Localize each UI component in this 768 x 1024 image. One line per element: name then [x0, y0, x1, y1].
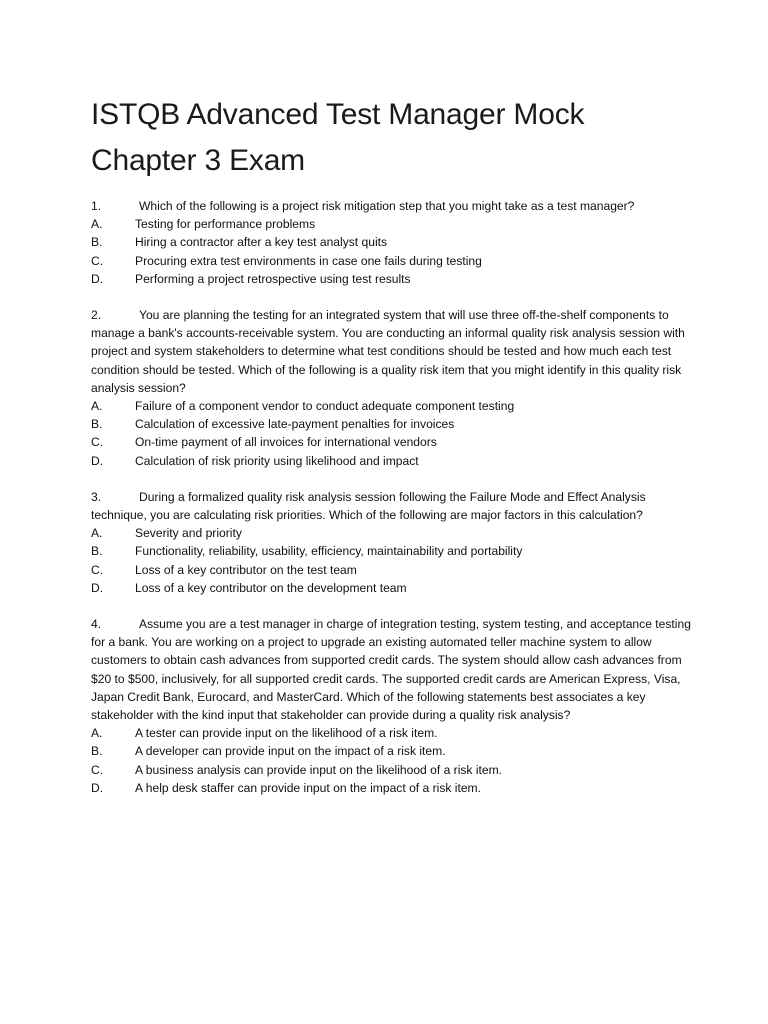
answer-option-d — [91, 452, 691, 470]
answer-option-b — [91, 233, 691, 251]
question-number: 2. — [91, 308, 102, 323]
answer-option-d — [91, 579, 691, 597]
title-line-1: ISTQB Advanced Test Manager Mock — [91, 98, 585, 131]
question-stem — [91, 197, 691, 215]
option-letter: A. — [91, 399, 103, 414]
answer-option-a — [91, 397, 691, 415]
option-letter: C. — [91, 435, 104, 450]
option-letter: B. — [91, 744, 103, 759]
option-text: Procuring extra test environments in case one fails during testing — [135, 253, 482, 268]
option-text: On-time payment of all invoices for international vendors — [135, 435, 437, 450]
answer-option-b — [91, 742, 691, 760]
option-letter: A. — [91, 526, 103, 541]
question-number: 3. — [91, 489, 102, 504]
answer-option-c — [91, 252, 691, 270]
option-text: Hiring a contractor after a key test analyst quits — [135, 235, 388, 250]
question-text: During a formalized quality risk analysis session following the Failure Mode and Effect Analysis technique, you are calculating risk priorities. Which of the following are major factors in this calculation? — [91, 489, 646, 523]
answer-option-a — [91, 215, 691, 233]
option-letter: B. — [91, 235, 103, 250]
question-3 — [91, 488, 691, 597]
question-stem — [91, 488, 691, 524]
option-letter: A. — [91, 217, 103, 232]
question-1 — [91, 197, 691, 288]
option-text: Failure of a component vendor to conduct adequate component testing — [135, 399, 515, 414]
option-text: A developer can provide input on the impact of a risk item. — [135, 744, 446, 759]
answer-option-c — [91, 761, 691, 779]
answer-option-a — [91, 724, 691, 742]
answer-option-c — [91, 561, 691, 579]
option-letter: D. — [91, 580, 104, 595]
answer-option-d — [91, 779, 691, 797]
option-text: Calculation of excessive late-payment penalties for invoices — [135, 417, 455, 432]
option-letter: C. — [91, 562, 104, 577]
question-stem — [91, 615, 691, 724]
question-number: 1. — [91, 199, 102, 213]
option-text: A help desk staffer can provide input on the impact of a risk item. — [135, 780, 481, 795]
option-letter: D. — [91, 271, 104, 286]
answer-option-d — [91, 270, 691, 288]
answer-option-a — [91, 524, 691, 542]
document-page — [91, 92, 691, 815]
page-title — [91, 92, 691, 184]
option-text: A business analysis can provide input on the likelihood of a risk item. — [135, 762, 503, 777]
answer-option-b — [91, 415, 691, 433]
question-text: Which of the following is a project risk mitigation step that you might take as a test manager? — [139, 199, 635, 213]
option-letter: A. — [91, 726, 103, 741]
question-text: You are planning the testing for an integrated system that will use three off-the-shelf components to manage a bank's accounts-receivable system. You are conducting an informal quality risk analysis session with project and system stakeholders to determine what test conditions should be tested and how much each test condition should be tested. Which of the following is a quality risk item that you might identify in this quality risk analysis session? — [91, 308, 685, 395]
option-text: Calculation of risk priority using likelihood and impact — [135, 453, 419, 468]
title-line-2: Chapter 3 Exam — [91, 144, 305, 177]
answer-option-b — [91, 542, 691, 560]
option-letter: D. — [91, 453, 104, 468]
option-text: Functionality, reliability, usability, efficiency, maintainability and portability — [135, 544, 523, 559]
option-text: Testing for performance problems — [135, 217, 316, 232]
option-letter: C. — [91, 762, 104, 777]
option-text: Severity and priority — [135, 526, 242, 541]
option-text: Performing a project retrospective using test results — [135, 271, 411, 286]
option-letter: C. — [91, 253, 104, 268]
option-letter: B. — [91, 544, 103, 559]
answer-option-c — [91, 433, 691, 451]
option-text: A tester can provide input on the likelihood of a risk item. — [135, 726, 438, 741]
question-4 — [91, 615, 691, 797]
question-text: Assume you are a test manager in charge of integration testing, system testing, and acceptance testing for a bank. You are working on a project to upgrade an existing automated teller machine system to allow customers to obtain cash advances from supported credit cards. The system should allow cash advances from $20 to $500, inclusively, for all supported credit cards. The supported credit cards are American Express, Visa, Japan Credit Bank, Eurocard, and MasterCard. Which of the following statements best associates a key stakeholder with the kind input that stakeholder can provide during a quality risk analysis? — [91, 617, 691, 723]
option-letter: D. — [91, 780, 104, 795]
option-text: Loss of a key contributor on the development team — [135, 580, 407, 595]
question-stem — [91, 306, 691, 397]
option-letter: B. — [91, 417, 103, 432]
question-2 — [91, 306, 691, 470]
option-text: Loss of a key contributor on the test team — [135, 562, 357, 577]
question-number: 4. — [91, 617, 102, 632]
